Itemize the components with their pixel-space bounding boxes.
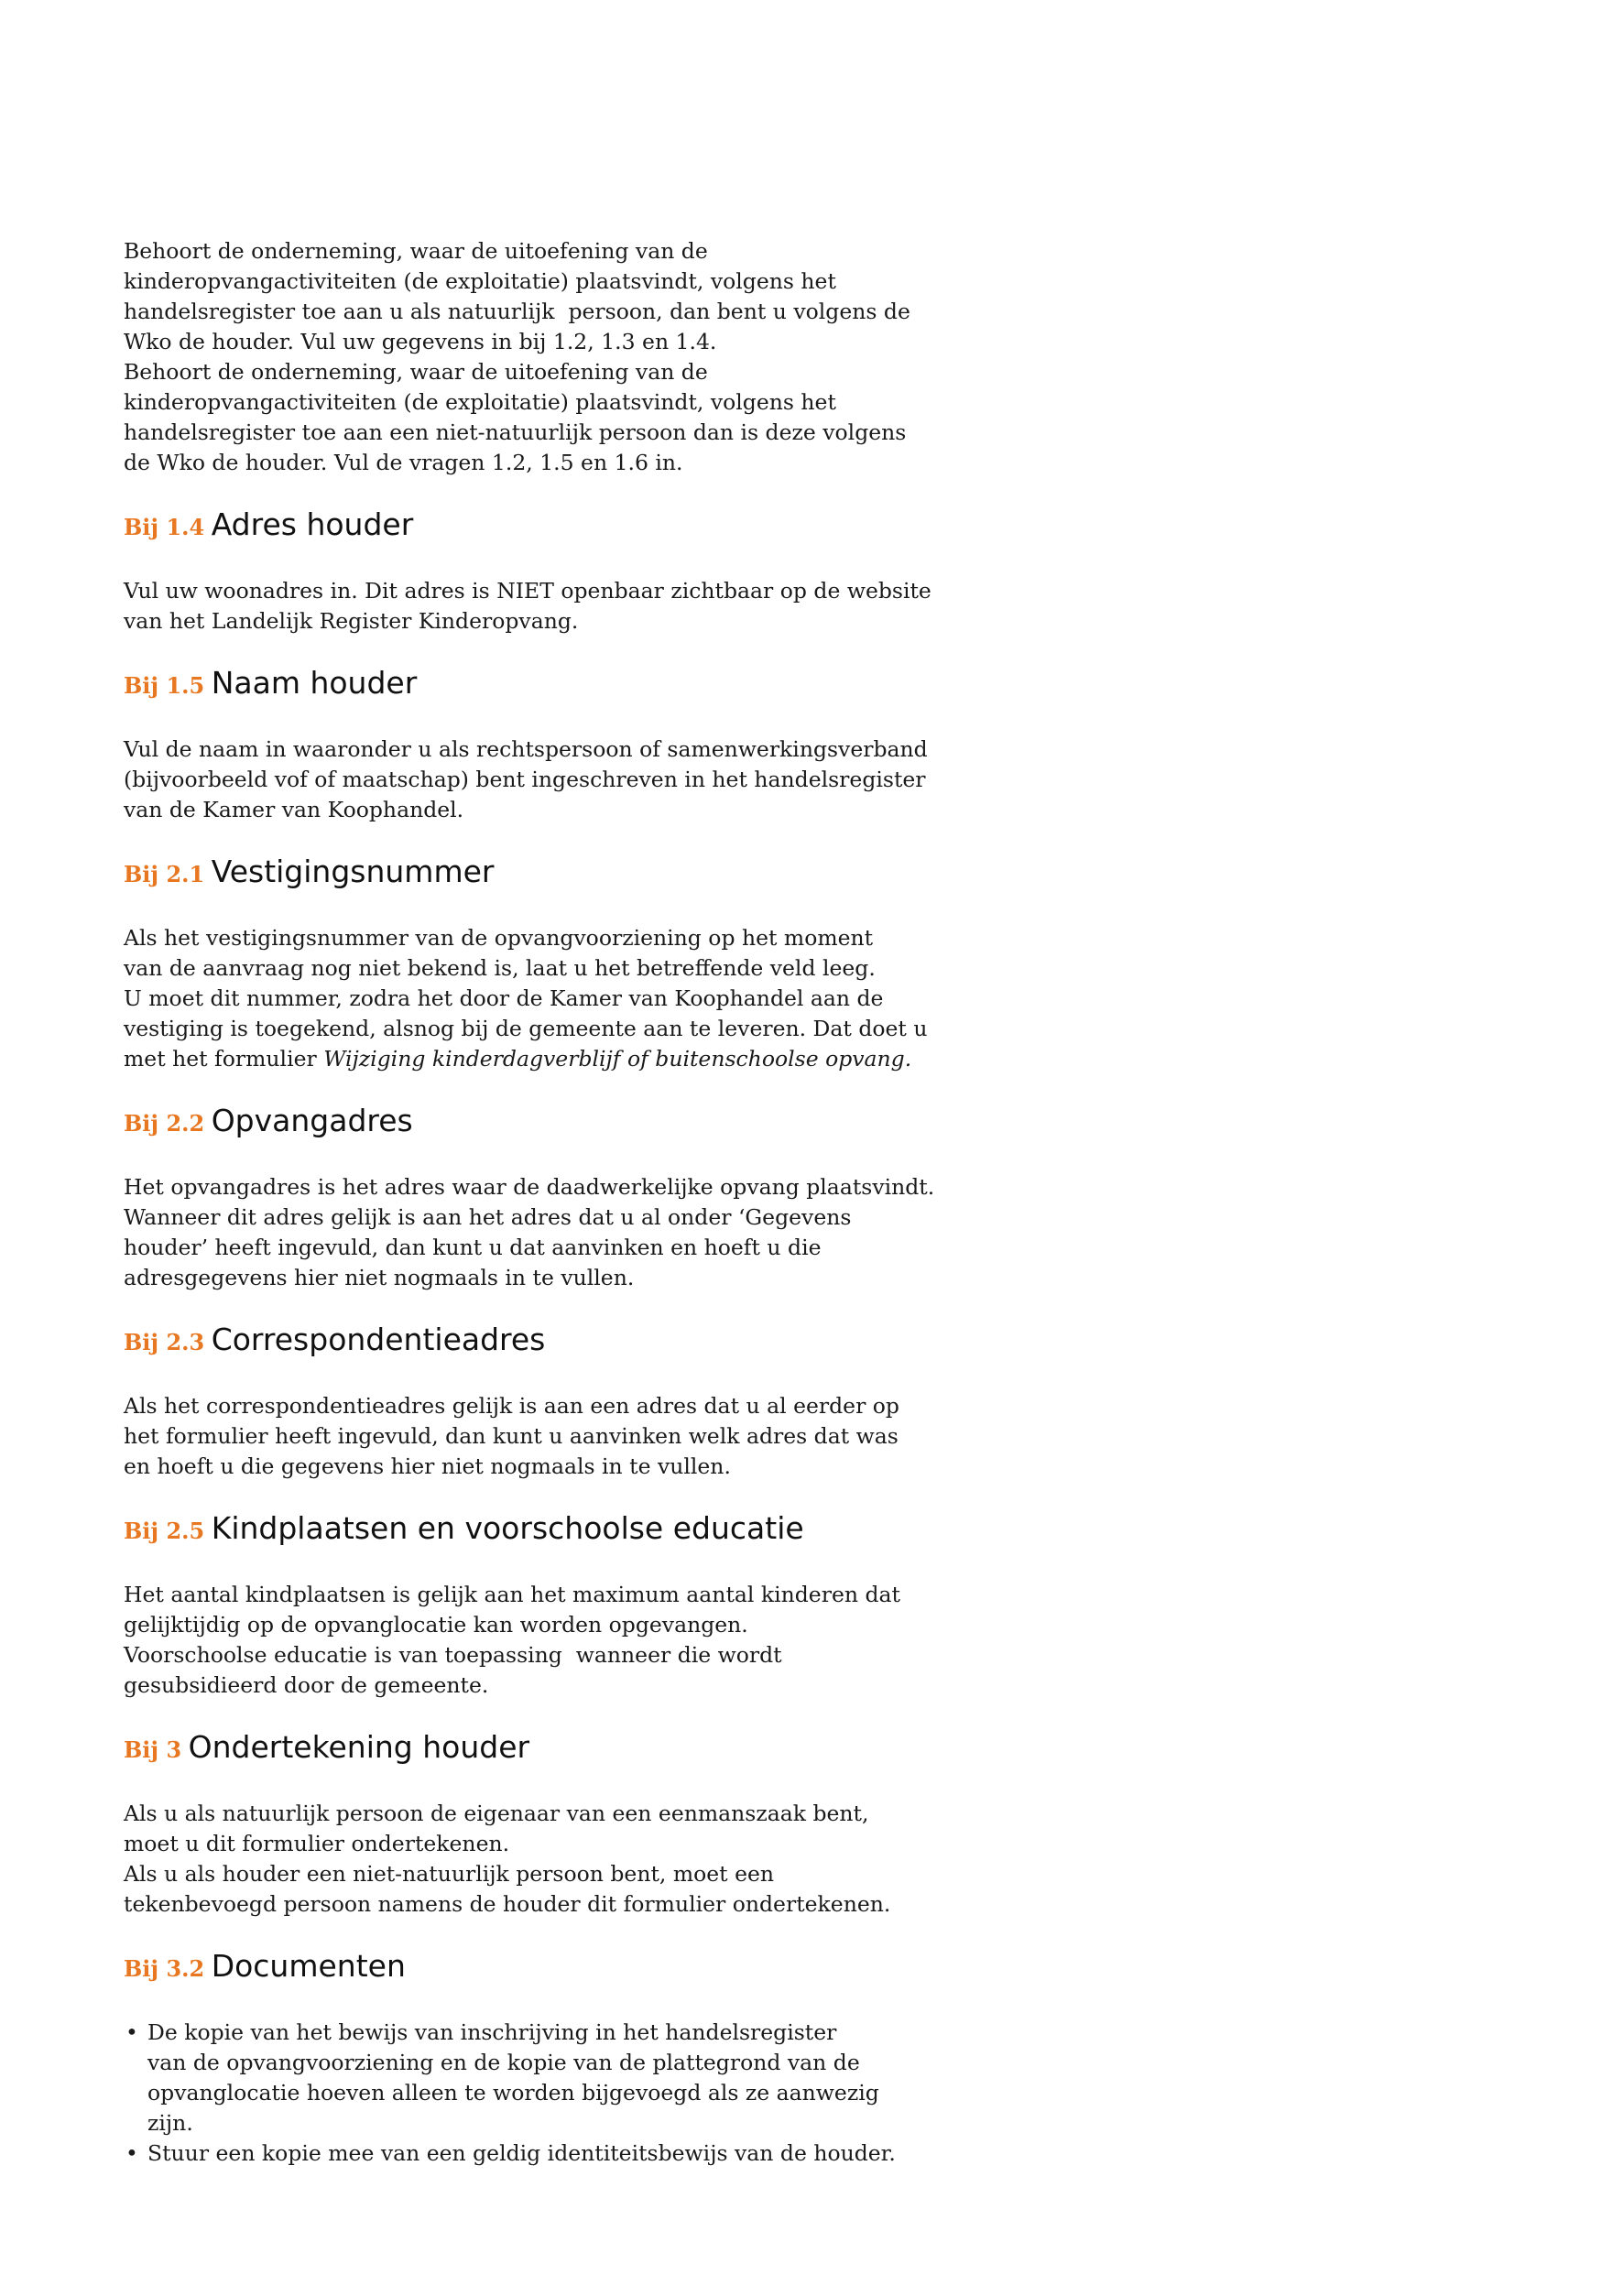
section-heading-vestigingsnummer xyxy=(124,854,856,893)
text-line: van de Kamer van Koophandel. xyxy=(124,797,464,822)
section-number: Bij 2.1 xyxy=(124,861,205,887)
section-heading-correspondentieadres xyxy=(124,1322,856,1361)
section-body-adres-houder xyxy=(124,576,931,637)
section-title: Kindplaatsen en voorschoolse educatie xyxy=(211,1510,804,1546)
text-line: opvanglocatie hoeven alleen te worden bijgevoegd als ze aanwezig xyxy=(147,2080,879,2106)
section-title: Correspondentieadres xyxy=(211,1322,546,1357)
documents-list xyxy=(124,2018,896,2169)
text-line: Stuur een kopie mee van een geldig identiteitsbewijs van de houder. xyxy=(147,2140,896,2166)
text-line: Het opvangadres is het adres waar de daadwerkelijke opvang plaatsvindt. xyxy=(124,1174,935,1200)
text-line: Als het correspondentieadres gelijk is aan een adres dat u al eerder op xyxy=(124,1393,899,1419)
text-line: (bijvoorbeeld vof of maatschap) bent ingeschreven in het handelsregister xyxy=(124,767,926,792)
section-body-opvangadres xyxy=(124,1172,935,1293)
text-line: gelijktijdig op de opvanglocatie kan worden opgevangen. xyxy=(124,1612,748,1638)
text-line: houder’ heeft ingevuld, dan kunt u dat aanvinken en hoeft u die xyxy=(124,1235,822,1260)
section-number: Bij 2.2 xyxy=(124,1110,205,1137)
section-number: Bij 1.5 xyxy=(124,672,205,699)
list-item xyxy=(124,2138,896,2169)
text-line: en hoeft u die gegevens hier niet nogmaals in te vullen. xyxy=(124,1453,731,1479)
section-body-correspondentieadres xyxy=(124,1391,899,1482)
text-line: tekenbevoegd persoon namens de houder dit formulier ondertekenen. xyxy=(124,1891,891,1917)
section-heading-naam-houder xyxy=(124,665,856,704)
document-page xyxy=(124,236,935,2169)
text-line: Wanneer dit adres gelijk is aan het adres dat u al onder ‘Gegevens xyxy=(124,1204,852,1230)
text-line: van het Landelijk Register Kinderopvang. xyxy=(124,608,579,634)
section-body-ondertekening xyxy=(124,1799,891,1920)
section-title: Vestigingsnummer xyxy=(211,854,495,889)
list-item xyxy=(124,2018,879,2138)
text-line: kinderopvangactiviteiten (de exploitatie) plaatsvindt, volgens het xyxy=(124,389,836,415)
text-line: Wko de houder. Vul uw gegevens in bij 1.2, 1.3 en 1.4. xyxy=(124,329,717,354)
text-line: gesubsidieerd door de gemeente. xyxy=(124,1672,489,1698)
text-line: Behoort de onderneming, waar de uitoefening van de xyxy=(124,359,708,385)
section-number: Bij 3 xyxy=(124,1736,182,1763)
section-heading-ondertekening xyxy=(124,1729,856,1768)
text-line xyxy=(124,1044,912,1074)
section-title: Adres houder xyxy=(211,506,414,542)
text-line: zijn. xyxy=(147,2110,193,2136)
text-line: van de opvangvoorziening en de kopie van de plattegrond van de xyxy=(147,2050,860,2075)
section-number: Bij 2.3 xyxy=(124,1329,205,1355)
intro-paragraph xyxy=(124,236,910,478)
section-body-kindplaatsen xyxy=(124,1580,900,1701)
text-line: adresgegevens hier niet nogmaals in te vullen. xyxy=(124,1265,635,1290)
text-line: U moet dit nummer, zodra het door de Kamer van Koophandel aan de xyxy=(124,985,884,1011)
section-title: Documenten xyxy=(211,1948,406,1984)
section-heading-kindplaatsen xyxy=(124,1510,856,1550)
text-line: De kopie van het bewijs van inschrijving in het handelsregister xyxy=(147,2019,837,2045)
section-heading-documenten xyxy=(124,1948,856,1987)
text-line: Behoort de onderneming, waar de uitoefening van de xyxy=(124,238,708,264)
text-line: vestiging is toegekend, alsnog bij de gemeente aan te leveren. Dat doet u xyxy=(124,1016,928,1041)
section-body-naam-houder xyxy=(124,735,928,825)
bullet-icon: • xyxy=(125,2019,138,2045)
text-line: het formulier heeft ingevuld, dan kunt u aanvinken welk adres dat was xyxy=(124,1423,899,1449)
text-line: Als u als natuurlijk persoon de eigenaar van een eenmanszaak bent, xyxy=(124,1801,869,1826)
text-fragment: met het formulier xyxy=(124,1046,324,1072)
text-line: Voorschoolse educatie is van toepassing wanneer die wordt xyxy=(124,1642,782,1668)
text-line: Als het vestigingsnummer van de opvangvoorziening op het moment xyxy=(124,925,874,951)
bullet-icon: • xyxy=(125,2140,138,2166)
section-title: Opvangadres xyxy=(211,1103,413,1138)
section-title: Ondertekening houder xyxy=(188,1729,530,1765)
text-line: van de aanvraag nog niet bekend is, laat u het betreffende veld leeg. xyxy=(124,955,876,981)
section-body-vestigingsnummer xyxy=(124,923,928,1074)
section-heading-opvangadres xyxy=(124,1103,856,1142)
text-line: handelsregister toe aan een niet-natuurlijk persoon dan is deze volgens xyxy=(124,419,907,445)
form-name: Wijziging kinderdagverblijf of buitenschoolse opvang. xyxy=(323,1046,912,1072)
text-line: Vul uw woonadres in. Dit adres is NIET openbaar zichtbaar op de website xyxy=(124,578,931,604)
section-number: Bij 1.4 xyxy=(124,514,205,540)
text-line: Vul de naam in waaronder u als rechtspersoon of samenwerkingsverband xyxy=(124,736,928,762)
text-line: de Wko de houder. Vul de vragen 1.2, 1.5 en 1.6 in. xyxy=(124,450,683,475)
section-number: Bij 2.5 xyxy=(124,1518,205,1544)
text-line: handelsregister toe aan u als natuurlijk persoon, dan bent u volgens de xyxy=(124,299,910,324)
section-number: Bij 3.2 xyxy=(124,1955,205,1982)
text-line: Als u als houder een niet-natuurlijk persoon bent, moet een xyxy=(124,1861,775,1887)
text-line: Het aantal kindplaatsen is gelijk aan het maximum aantal kinderen dat xyxy=(124,1582,900,1607)
section-heading-adres-houder xyxy=(124,506,856,546)
section-title: Naam houder xyxy=(211,665,418,701)
text-line: moet u dit formulier ondertekenen. xyxy=(124,1831,510,1856)
text-line: kinderopvangactiviteiten (de exploitatie) plaatsvindt, volgens het xyxy=(124,268,836,294)
